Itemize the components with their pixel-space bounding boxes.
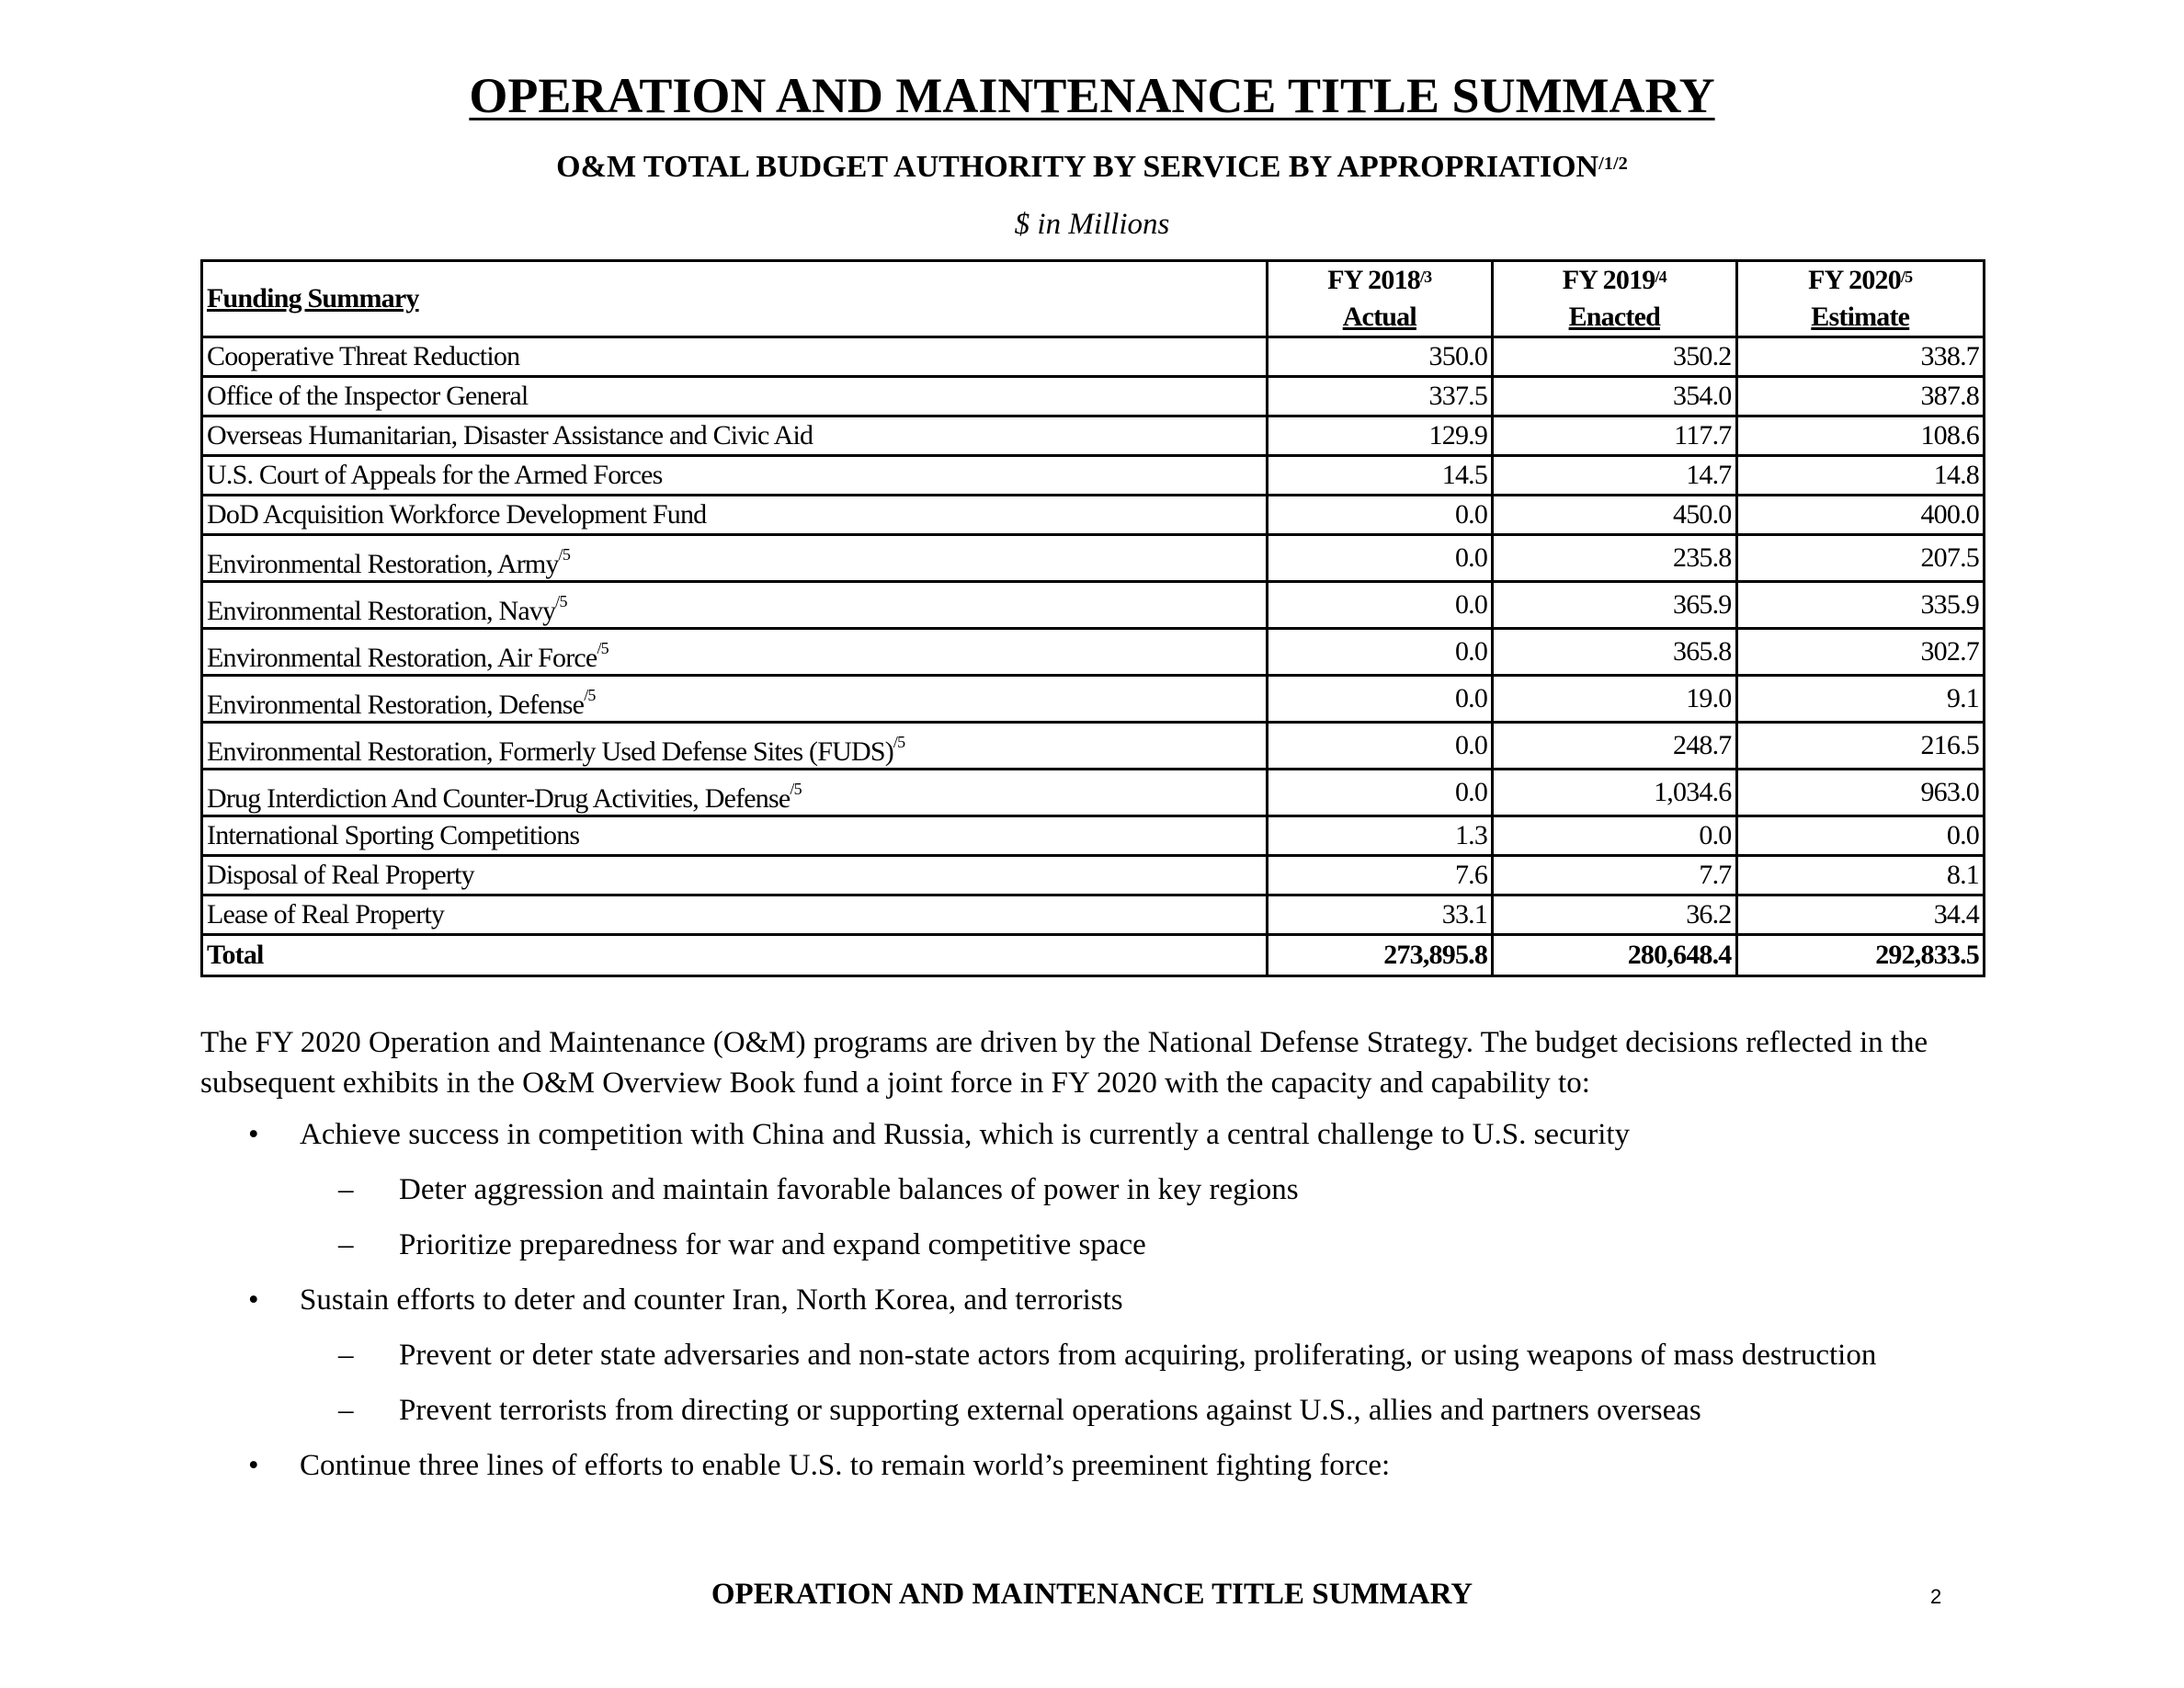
total-fy2020: 292,833.5 <box>1736 935 1984 976</box>
cell-fy2020: 108.6 <box>1736 416 1984 456</box>
row-label: Environmental Restoration, Navy$^{/5}$ <box>202 582 1268 629</box>
row-footnote: /5 <box>555 592 567 610</box>
table-row <box>202 676 1985 723</box>
bullet-item <box>248 1280 1123 1320</box>
cell-fy2018: 7.6 <box>1267 856 1493 895</box>
bullet-text: Sustain efforts to deter and counter Iran, North Korea, and terrorists <box>300 1283 1123 1317</box>
table-row <box>202 337 1985 377</box>
table-row <box>202 496 1985 535</box>
page-number: 2 <box>1930 1585 1942 1608</box>
page-footer: OPERATION AND MAINTENANCE TITLE SUMMARY <box>711 1578 1473 1611</box>
row-footnote: /5 <box>790 780 802 798</box>
page-subtitle: O&M TOTAL BUDGET AUTHORITY BY SERVICE BY $APPROPRIATION^{/1/2}$ <box>556 150 1628 184</box>
row-label: Environmental Restoration, Air Force$^{/5}$ <box>202 629 1268 676</box>
row-footnote: /5 <box>558 545 571 564</box>
cell-fy2019: 365.9 <box>1493 582 1736 629</box>
cell-fy2019: 350.2 <box>1493 337 1736 377</box>
funding-summary-table <box>200 259 1985 977</box>
cell-fy2018: 0.0 <box>1267 535 1493 582</box>
dash-marker: – <box>338 1394 354 1427</box>
cell-fy2019: 0.0 <box>1493 816 1736 856</box>
dash-marker: – <box>338 1339 354 1372</box>
column-header-fy2020: FY $2020^{/5}$ Estimate <box>1736 261 1984 337</box>
cell-fy2019: 19.0 <box>1493 676 1736 723</box>
cell-fy2018: 1.3 <box>1267 816 1493 856</box>
table-header-row <box>202 261 1985 337</box>
cell-fy2020: 8.1 <box>1736 856 1984 895</box>
cell-fy2019: 117.7 <box>1493 416 1736 456</box>
funding-summary-header: Funding Summary <box>202 261 1268 337</box>
row-footnote: /5 <box>597 639 609 657</box>
cell-fy2020: 400.0 <box>1736 496 1984 535</box>
cell-fy2019: 14.7 <box>1493 456 1736 496</box>
sub-bullet-text: Deter aggression and maintain favorable balances of power in key regions <box>399 1173 1299 1206</box>
table-row <box>202 416 1985 456</box>
cell-fy2020: 14.8 <box>1736 456 1984 496</box>
row-label: U.S. Court of Appeals for the Armed Forces <box>202 456 1268 496</box>
table-row <box>202 582 1985 629</box>
cell-fy2018: 0.0 <box>1267 496 1493 535</box>
page-title: OPERATION AND MAINTENANCE TITLE SUMMARY <box>469 68 1715 123</box>
table-row <box>202 856 1985 895</box>
total-fy2019: 280,648.4 <box>1493 935 1736 976</box>
bullet-item <box>248 1445 1391 1486</box>
dash-marker: – <box>338 1228 354 1261</box>
cell-fy2018: 0.0 <box>1267 629 1493 676</box>
dash-marker: – <box>338 1173 354 1206</box>
table-row <box>202 535 1985 582</box>
cell-fy2018: 33.1 <box>1267 895 1493 935</box>
cell-fy2018: 0.0 <box>1267 723 1493 770</box>
total-label: Total <box>202 935 1268 976</box>
cell-fy2018: 14.5 <box>1267 456 1493 496</box>
table-row <box>202 895 1985 935</box>
cell-fy2019: 248.7 <box>1493 723 1736 770</box>
cell-fy2020: 9.1 <box>1736 676 1984 723</box>
row-label: Environmental Restoration, Army$^{/5}$ <box>202 535 1268 582</box>
row-label: Environmental Restoration, Formerly Used Defense Sites (FUDS)$^{/5}$ <box>202 723 1268 770</box>
cell-fy2020: 0.0 <box>1736 816 1984 856</box>
bullet-marker: • <box>248 1449 259 1482</box>
cell-fy2020: 216.5 <box>1736 723 1984 770</box>
table-total-row <box>202 935 1985 976</box>
cell-fy2018: 350.0 <box>1267 337 1493 377</box>
row-label: Drug Interdiction And Counter-Drug Activities, Defense$^{/5}$ <box>202 770 1268 816</box>
bullet-marker: • <box>248 1283 259 1317</box>
cell-fy2020: 34.4 <box>1736 895 1984 935</box>
column-header-fy2018: FY $2018^{/3}$ Actual <box>1267 261 1493 337</box>
table-row <box>202 723 1985 770</box>
cell-fy2018: 0.0 <box>1267 676 1493 723</box>
subtitle-footnote: /1/2 <box>1598 154 1628 174</box>
row-label: Disposal of Real Property <box>202 856 1268 895</box>
cell-fy2019: 365.8 <box>1493 629 1736 676</box>
cell-fy2018: 129.9 <box>1267 416 1493 456</box>
intro-paragraph: The FY 2020 Operation and Maintenance (O&M) programs are driven by the National Defense Strategy. The budget decisions reflected in the subsequent exhibits in the O&M Overview Book fund a joint force in FY 2020 with the capacity and capability to: <box>200 1026 1928 1100</box>
bullet-text: Continue three lines of efforts to enable U.S. to remain world’s preeminent fighting force: <box>300 1449 1391 1482</box>
table-row <box>202 629 1985 676</box>
cell-fy2020: 963.0 <box>1736 770 1984 816</box>
sub-bullet-text: Prevent terrorists from directing or supporting external operations against U.S., allies and partners overseas <box>399 1394 1701 1427</box>
cell-fy2019: 450.0 <box>1493 496 1736 535</box>
row-label: Lease of Real Property <box>202 895 1268 935</box>
bullet-text: Achieve success in competition with China and Russia, which is currently a central challenge to U.S. security <box>300 1118 1631 1151</box>
cell-fy2019: 235.8 <box>1493 535 1736 582</box>
table-row <box>202 770 1985 816</box>
sub-bullet-text: Prioritize preparedness for war and expand competitive space <box>399 1228 1146 1261</box>
cell-fy2020: 387.8 <box>1736 377 1984 416</box>
sub-bullet-item <box>338 1390 1701 1431</box>
bullet-item <box>248 1114 1631 1155</box>
row-footnote: /5 <box>893 733 905 751</box>
cell-fy2020: 335.9 <box>1736 582 1984 629</box>
sub-bullet-item <box>338 1335 1877 1375</box>
cell-fy2019: 1,034.6 <box>1493 770 1736 816</box>
sub-bullet-text: Prevent or deter state adversaries and non-state actors from acquiring, proliferating, or using weapons of mass destruction <box>399 1339 1877 1372</box>
row-label: Office of the Inspector General <box>202 377 1268 416</box>
sub-bullet-item <box>338 1225 1146 1265</box>
row-label: Cooperative Threat Reduction <box>202 337 1268 377</box>
row-label: International Sporting Competitions <box>202 816 1268 856</box>
column-header-fy2019: FY $2019^{/4}$ Enacted <box>1493 261 1736 337</box>
cell-fy2019: 36.2 <box>1493 895 1736 935</box>
bullet-marker: • <box>248 1118 259 1151</box>
units-label: $ in Millions <box>1014 208 1170 241</box>
cell-fy2020: 338.7 <box>1736 337 1984 377</box>
table-row <box>202 377 1985 416</box>
row-label: Overseas Humanitarian, Disaster Assistance and Civic Aid <box>202 416 1268 456</box>
cell-fy2018: 0.0 <box>1267 582 1493 629</box>
cell-fy2018: 0.0 <box>1267 770 1493 816</box>
total-fy2018: 273,895.8 <box>1267 935 1493 976</box>
row-label: Environmental Restoration, Defense$^{/5}$ <box>202 676 1268 723</box>
sub-bullet-item <box>338 1169 1299 1210</box>
cell-fy2020: 302.7 <box>1736 629 1984 676</box>
cell-fy2019: 354.0 <box>1493 377 1736 416</box>
table-row <box>202 456 1985 496</box>
cell-fy2019: 7.7 <box>1493 856 1736 895</box>
row-footnote: /5 <box>584 686 596 704</box>
table-row <box>202 816 1985 856</box>
row-label: DoD Acquisition Workforce Development Fund <box>202 496 1268 535</box>
cell-fy2020: 207.5 <box>1736 535 1984 582</box>
cell-fy2018: 337.5 <box>1267 377 1493 416</box>
